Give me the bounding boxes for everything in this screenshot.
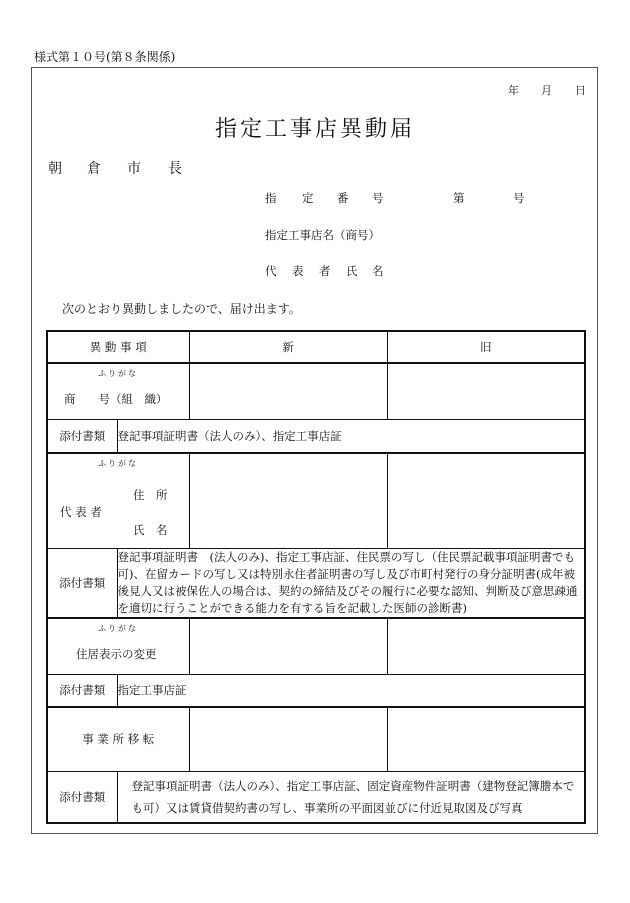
attach-docs-1: 登記事項証明書（法人のみ）、指定工事店証: [117, 420, 585, 453]
name-label: 氏 名: [133, 522, 168, 537]
furigana-label: ふりがな: [98, 369, 138, 378]
office-move-new[interactable]: [189, 707, 387, 771]
date-month: 月: [541, 84, 552, 97]
designation-char-1: 指: [265, 191, 277, 205]
number-prefix: 第: [453, 191, 465, 205]
office-move-label: 事 業 所 移 転: [47, 707, 189, 771]
trade-name-new[interactable]: [189, 363, 387, 420]
attach-label-1: 添付書類: [47, 420, 117, 453]
addressee-char-2: 倉: [87, 161, 101, 177]
date-day: 日: [575, 84, 586, 97]
representative-cell: [47, 453, 189, 549]
intro-text: 次のとおり異動しましたので、届け出ます。: [62, 302, 301, 316]
attach-label-4: 添付書類: [47, 771, 117, 823]
header-item: 異 動 事 項: [47, 331, 189, 363]
number-suffix: 号: [513, 191, 525, 205]
representative-old[interactable]: [387, 453, 585, 549]
representative-char-4: 氏: [346, 264, 358, 278]
trade-name-label: 商 号（組 織）: [64, 392, 168, 406]
address-label: 住 所: [133, 487, 168, 502]
addressee-char-1: 朝: [48, 161, 62, 177]
date-year: 年: [508, 84, 519, 97]
representative-char-5: 名: [372, 264, 384, 278]
representative-char-1: 代: [265, 264, 277, 278]
trade-name-cell: [47, 363, 189, 420]
representative-new[interactable]: [189, 453, 387, 549]
attach-docs-4: 登記事項証明書（法人のみ）、指定工事店証、固定資産物件証明書（建物登記簿謄本でも可）又は賃貸借契約書の写し、事業所の平面図並びに付近見取図及び写真: [117, 771, 585, 823]
attach-docs-3: 指定工事店証: [117, 674, 585, 707]
header-old: 旧: [387, 331, 585, 363]
change-table: [46, 330, 586, 824]
form-number-label: 様式第１０号(第８条関係): [34, 50, 176, 64]
residence-change-cell: [47, 618, 189, 675]
representative-char-2: 表: [292, 264, 304, 278]
office-move-old[interactable]: [387, 707, 585, 771]
designation-char-4: 号: [372, 191, 384, 205]
residence-change-new[interactable]: [189, 618, 387, 675]
designation-char-3: 番: [337, 191, 349, 205]
attach-docs-2: 登記事項証明書 (法人のみ)、指定工事店証、住民票の写し（住民票記載事項証明書でも可)、在留カードの写し又は特別永住者証明書の写し及び市町村発行の身分証明書(成年被後見人又は被保佐人の場合は、契約の締結及びその履行に必要な認知、判断及び意思疎通を適切に行うことができる能力を有する旨を記載した医師の診断書): [117, 548, 585, 618]
representative-label: 代 表 者: [60, 504, 102, 519]
trade-name-old[interactable]: [387, 363, 585, 420]
header-new: 新: [189, 331, 387, 363]
addressee-char-4: 長: [168, 161, 182, 177]
document-title: 指定工事店異動届: [214, 117, 415, 142]
attach-label-3: 添付書類: [47, 674, 117, 707]
addressee-char-3: 市: [127, 161, 141, 177]
designation-char-2: 定: [302, 191, 314, 205]
residence-change-old[interactable]: [387, 618, 585, 675]
representative-char-3: 者: [319, 264, 331, 278]
residence-change-label: 住居表示の変更: [76, 646, 157, 661]
furigana-label: ふりがな: [98, 623, 138, 633]
attach-label-2: 添付書類: [47, 548, 117, 618]
store-name-label: 指定工事店名（商号）: [265, 228, 380, 242]
furigana-label: ふりがな: [98, 458, 138, 468]
